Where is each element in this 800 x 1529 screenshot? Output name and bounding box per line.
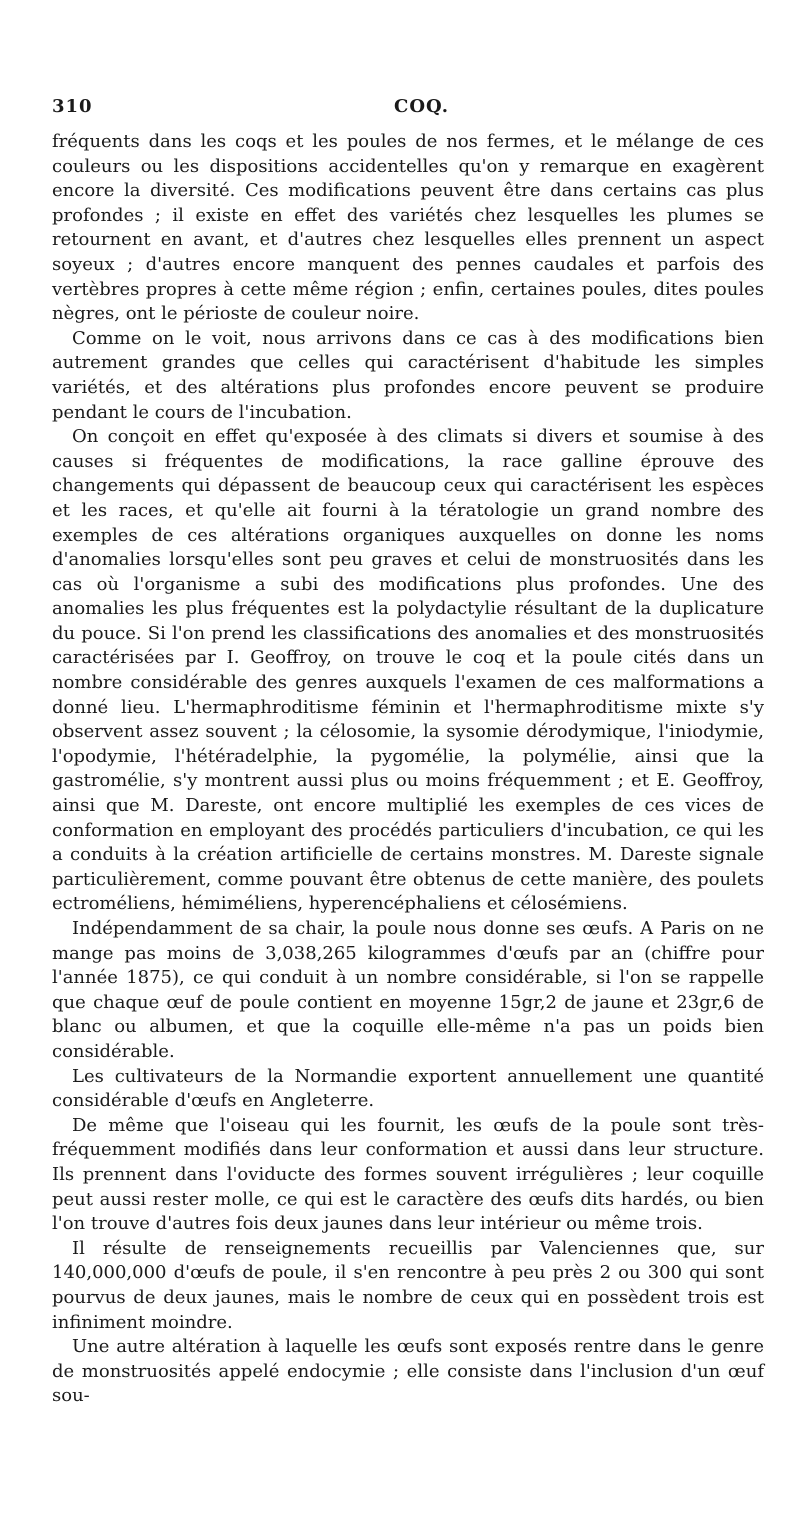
paragraph: De même que l'oiseau qui les fournit, les œufs de la poule sont très-fréquemment modifiés dans leur conformation et aussi dans leur structure. Ils prennent dans l'oviducte des formes souvent irrégulières ; leur coquille peut aussi rester molle, ce qui est le caractère des œufs dits hardés, ou bien l'on trouve d'autres fois deux jaunes dans leur intérieur ou même trois. (52, 1114, 764, 1235)
page-number: 310 (52, 96, 93, 117)
document-page (52, 96, 764, 1409)
body-text (52, 130, 764, 1409)
paragraph: On conçoit en effet qu'exposée à des climats si divers et soumise à des causes si fréquentes de modifications, la race galline éprouve des changements qui dépassent de beaucoup ceux qui caractérisent les espèces et les races, et qu'elle ait fourni à la tératologie un grand nombre des exemples de ces altérations organiques auxquelles on donne les noms d'anomalies lorsqu'elles sont peu graves et celui de monstruosités dans les cas où l'organisme a subi des modifications plus profondes. Une des anomalies les plus fréquentes est la polydactylie résultant de la duplicature du pouce. Si l'on prend les classifications des anomalies et des monstruosités caractérisées par I. Geoffroy, on trouve le coq et la poule cités dans un nombre considérable des genres auxquels l'examen de ces malformations a donné lieu. L'hermaphroditisme féminin et l'hermaphroditisme mixte s'y observent assez souvent ; la célosomie, la sysomie dérodymique, l'iniodymie, l'opodymie, l'hétéradelphie, la pygomélie, la polymélie, ainsi que la gastromélie, s'y montrent aussi plus ou moins fréquemment ; et E. Geoffroy, ainsi que M. Dareste, ont encore multiplié les exemples de ces vices de conformation en employant des procédés particuliers d'incubation, ce qui les a conduits à la création artificielle de certains monstres. M. Dareste signale particulièrement, comme pouvant être obtenus de cette manière, des poulets ectroméliens, hémiméliens, hyperencéphaliens et célosémiens. (52, 426, 764, 915)
paragraph: Une autre altération à laquelle les œufs sont exposés rentre dans le genre de monstruosités appelé endocymie ; elle consiste dans l'inclusion d'un œuf sou- (52, 1336, 764, 1407)
paragraph-continuation: fréquents dans les coqs et les poules de nos fermes, et le mélange de ces couleurs ou les dispositions accidentelles qu'on y remarque en exagèrent encore la diversité. Ces modifications peuvent être dans certains cas plus profondes ; il existe en effet des variétés chez lesquelles les plumes se retournent en avant, et d'autres chez lesquelles elles prennent un aspect soyeux ; d'autres encore manquent des pennes caudales et parfois des vertèbres propres à cette même région ; enfin, certaines poules, dites poules nègres, ont le périoste de couleur noire. (52, 131, 764, 325)
paragraph: Les cultivateurs de la Normandie exportent annuellement une quantité considérable d'œufs en Angleterre. (52, 1065, 764, 1112)
paragraph: Il résulte de renseignements recueillis par Valenciennes que, sur 140,000,000 d'œufs de poule, il s'en rencontre à peu près 2 ou 300 qui sont pourvus de deux jaunes, mais le nombre de ceux qui en possèdent trois est infiniment moindre. (52, 1237, 764, 1333)
page-header (52, 96, 764, 124)
paragraph: Comme on le voit, nous arrivons dans ce cas à des modifications bien autrement grandes que celles qui caractérisent d'habitude les simples variétés, et des altérations plus profondes encore peuvent se produire pendant le cours de l'incubation. (52, 327, 764, 423)
running-head: COQ. (394, 96, 450, 117)
paragraph: Indépendamment de sa chair, la poule nous donne ses œufs. A Paris on ne mange pas moins de 3,038,265 kilogrammes d'œufs par an (chiffre pour l'année 1875), ce qui conduit à un nombre considérable, si l'on se rappelle que chaque œuf de poule contient en moyenne 15gr,2 de jaune et 23gr,6 de blanc ou albumen, et que la coquille elle-même n'a pas un poids bien considérable. (52, 918, 764, 1062)
